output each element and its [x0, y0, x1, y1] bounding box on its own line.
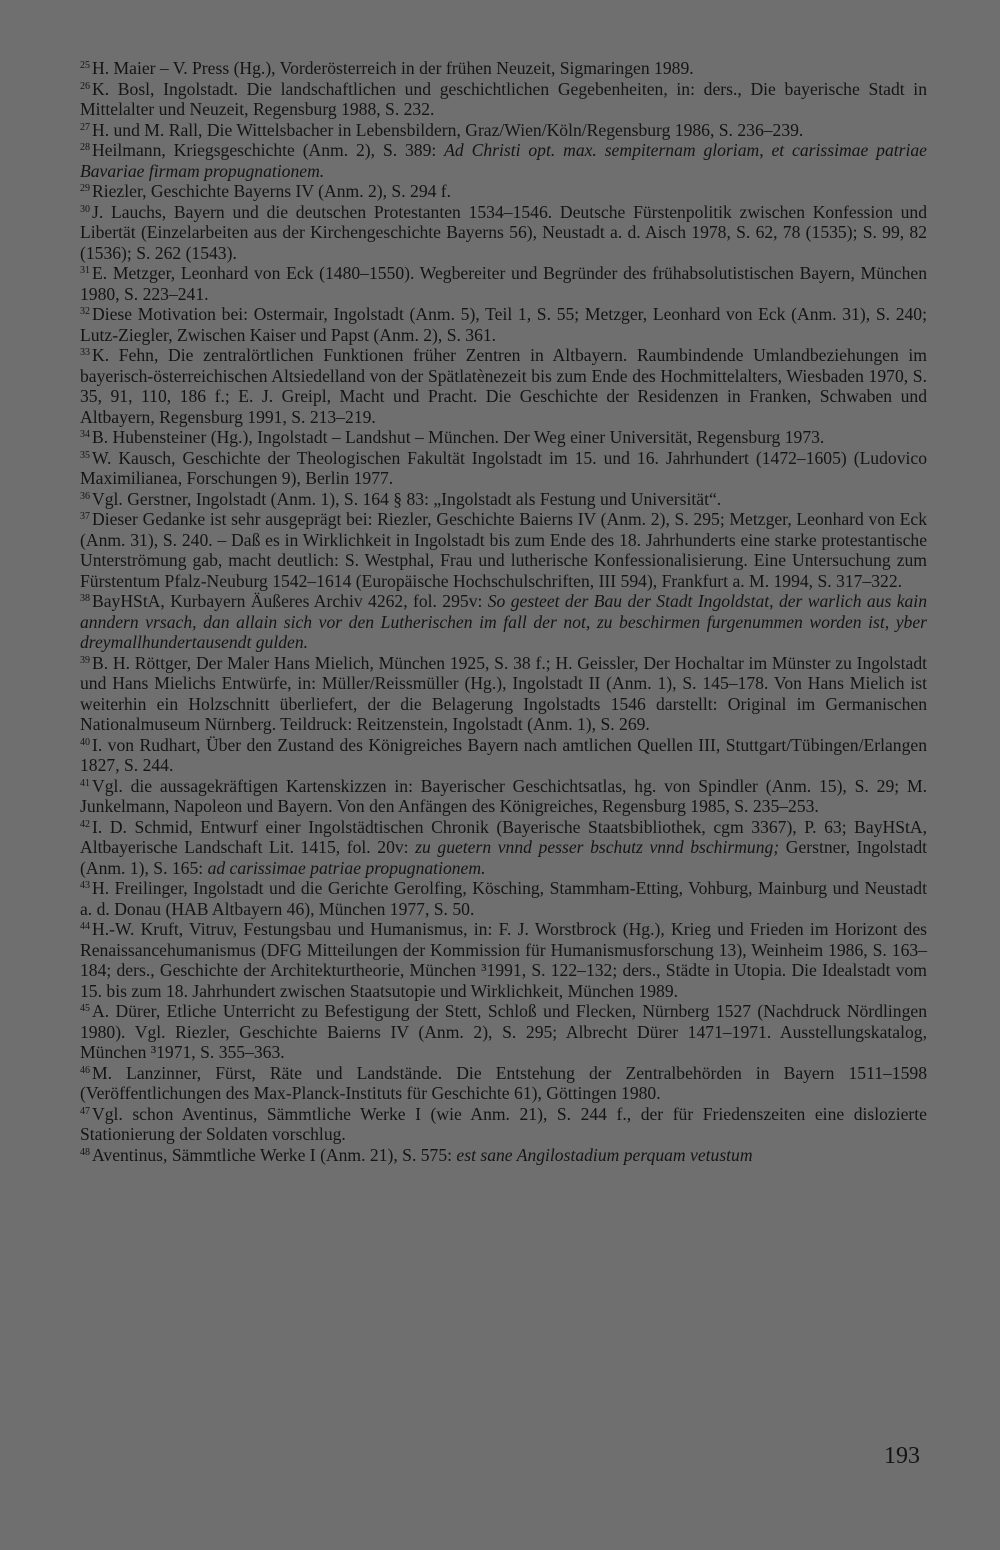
footnote-42 — [80, 817, 927, 879]
footnote-number: 44 — [80, 921, 90, 932]
footnote-number: 30 — [80, 203, 90, 215]
footnote-quote: Ad Christi opt. max. sempiternam gloriam, et carissimae patriae Bavariae firmam propugnationem. — [80, 140, 927, 181]
footnote-text: K. Fehn, Die zentralörtlichen Funktionen früher Zentren in Altbayern. Raumbindende Umlandbeziehungen im bayerisch-österreichischen Altsiedelland von der Spätlatènezeit bis zum Ende des Hochmittelalters, Wiesbaden 1970, S. 35, 91, 110, 186 f.; E. J. Greipl, Macht und Pracht. Die Geschichte der Residenzen in Franken, Schwaben und Altbayern, Regensburg 1991, S. 213–219. — [80, 345, 927, 427]
footnote-number: 27 — [80, 121, 90, 133]
footnote-29 — [80, 181, 927, 202]
footnote-quote: ad carissimae patriae propugnationem. — [207, 857, 486, 878]
footnote-number: 43 — [80, 880, 90, 891]
footnote-number: 33 — [80, 347, 90, 358]
footnote-number: 26 — [80, 80, 90, 92]
footnote-text: Gerstner, Ingolstadt (Anm. 1), S. 165: — [80, 837, 928, 878]
footnote-39 — [80, 653, 927, 735]
footnote-40 — [80, 735, 927, 776]
footnotes-block — [80, 58, 927, 1165]
footnote-text: BayHStA, Kurbayern Äußeres Archiv 4262, fol. 295v: — [92, 591, 488, 611]
footnote-text: Diese Motivation bei: Ostermair, Ingolstadt (Anm. 5), Teil 1, S. 55; Metzger, Leonhard von Eck (Anm. 31), S. 240; Lutz-Ziegler, Zwischen Kaiser und Papst (Anm. 2), S. 361. — [80, 304, 927, 345]
footnote-quote: zu guetern vnnd pesser bschutz vnnd bschirmung; — [415, 837, 780, 857]
footnote-number: 37 — [80, 511, 90, 522]
footnote-text: H. und M. Rall, Die Wittelsbacher in Lebensbildern, Graz/Wien/Köln/Regensburg 1986, S. 236–239. — [92, 119, 804, 140]
footnote-30 — [80, 202, 927, 264]
footnote-26 — [80, 79, 927, 120]
footnote-44 — [80, 919, 927, 1001]
footnote-text: Riezler, Geschichte Bayerns IV (Anm. 2), S. 294 f. — [92, 181, 452, 201]
footnote-text: J. Lauchs, Bayern und die deutschen Protestanten 1534–1546. Deutsche Fürstenpolitik zwischen Konfession und Libertät (Einzelarbeiten aus der Kirchengeschichte Bayerns 56), Neustadt a. d. Aisch 1978, S. 62, 78 (1535); S. 99, 82 (1536); S. 262 (1543). — [80, 201, 927, 263]
footnote-number: 48 — [80, 1146, 90, 1158]
footnote-text: Aventinus, Sämmtliche Werke I (Anm. 21), S. 575: — [92, 1144, 457, 1165]
footnote-text: K. Bosl, Ingolstadt. Die landschaftlichen und geschichtlichen Gegebenheiten, in: ders., Die bayerische Stadt in Mittelalter und Neuzeit, Regensburg 1988, S. 232. — [80, 78, 927, 119]
footnote-25 — [80, 58, 927, 79]
footnote-text: W. Kausch, Geschichte der Theologischen Fakultät Ingolstadt im 15. und 16. Jahrhundert (1472–1605) (Ludovico Maximilianea, Forschungen 9), Berlin 1977. — [80, 447, 927, 488]
footnote-text: H.-W. Kruft, Vitruv, Festungsbau und Humanismus, in: F. J. Worstbrock (Hg.), Krieg und Frieden im Horizont des Renaissancehumanismus (DFG Mitteilungen der Kommission für Humanismusforschung 13), Weinheim 1986, S. 163–184; ders., Geschichte der Architekturtheorie, München ³1991, S. 122–132; ders., Städte in Utopia. Die Idealstadt vom 15. bis zum 18. Jahrhundert zwischen Staatsutopie und Wirklichkeit, München 1989. — [80, 919, 927, 1001]
footnote-number: 45 — [80, 1003, 90, 1014]
footnote-28 — [80, 140, 927, 181]
footnote-text: B. Hubensteiner (Hg.), Ingolstadt – Landshut – München. Der Weg einer Universität, Regensburg 1973. — [92, 427, 825, 447]
footnote-quote: est sane Angilostadium perquam vetustum — [456, 1144, 753, 1165]
footnote-number: 28 — [80, 142, 90, 153]
footnote-27 — [80, 120, 927, 141]
footnote-45 — [80, 1001, 927, 1063]
footnote-32 — [80, 304, 927, 345]
footnote-text: E. Metzger, Leonhard von Eck (1480–1550). Wegbereiter und Begründer des frühabsolutistischen Bayern, München 1980, S. 223–241. — [80, 263, 927, 304]
footnote-35 — [80, 448, 927, 489]
footnote-text: B. H. Röttger, Der Maler Hans Mielich, München 1925, S. 38 f.; H. Geissler, Der Hochaltar im Münster zu Ingolstadt und Hans Mielichs Entwürfe, in: Müller/Reissmüller (Hg.), Ingolstadt II (Anm. 1), S. 145–178. Von Hans Mielich ist weiterhin ein Holzschnitt überliefert, der die Belagerung Ingolstadts 1546 darstellt: Original im Germanischen Nationalmuseum Nürnberg. Teildruck: Reitzenstein, Ingolstadt (Anm. 1), S. 269. — [80, 652, 927, 734]
footnote-number: 29 — [80, 183, 90, 194]
footnote-number: 35 — [80, 449, 90, 461]
footnote-36 — [80, 489, 927, 510]
page-number: 193 — [884, 1443, 920, 1469]
footnote-41 — [80, 776, 927, 817]
footnote-48 — [80, 1145, 927, 1166]
footnote-text: I. D. Schmid, Entwurf einer Ingolstädtischen Chronik (Bayerische Staatsbibliothek, cgm 3367), P. 63; BayHStA, Altbayerische Landschaft Lit. 1415, fol. 20v: — [80, 816, 927, 857]
footnote-38 — [80, 591, 927, 653]
footnote-46 — [80, 1063, 927, 1104]
footnote-34 — [80, 427, 927, 448]
footnote-37 — [80, 509, 927, 591]
footnote-number: 38 — [80, 593, 90, 604]
footnote-number: 36 — [80, 490, 90, 502]
footnote-quote: So gesteet der Bau der Stadt Ingoldstat, der warlich aus kain anndern vrsach, dan allain sich vor den Lutherischen im fall der not, zu beschirmen furgenummen worden ist, yber dreymallhundertausendt gulden. — [80, 591, 927, 652]
footnote-text: I. von Rudhart, Über den Zustand des Königreiches Bayern nach amtlichen Quellen III, Stuttgart/Tübingen/Erlangen 1827, S. 244. — [80, 734, 927, 775]
footnote-text: Heilmann, Kriegsgeschichte (Anm. 2), S. 389: — [92, 140, 445, 160]
footnote-text: H. Maier – V. Press (Hg.), Vorderösterreich in der frühen Neuzeit, Sigmaringen 1989. — [92, 58, 694, 78]
footnote-text: A. Dürer, Etliche Unterricht zu Befestigung der Stett, Schloß und Flecken, Nürnberg 1527 (Nachdruck Nördlingen 1980). Vgl. Riezler, Geschichte Baierns IV (Anm. 2), S. 295; Albrecht Dürer 1471–1971. Ausstellungskatalog, München ³1971, S. 355–363. — [80, 1001, 927, 1062]
footnote-number: 47 — [80, 1105, 90, 1117]
footnote-31 — [80, 263, 927, 304]
footnote-number: 40 — [80, 736, 90, 748]
footnote-number: 31 — [80, 265, 90, 276]
footnote-text: Vgl. schon Aventinus, Sämmtliche Werke I (wie Anm. 21), S. 244 f., der für Friedenszeiten eine dislozierte Stationierung der Soldaten vorschlug. — [80, 1103, 927, 1144]
footnote-number: 32 — [80, 306, 90, 317]
footnote-number: 39 — [80, 654, 90, 666]
footnote-text: M. Lanzinner, Fürst, Räte und Landstände. Die Entstehung der Zentralbehörden in Bayern 1511–1598 (Veröffentlichungen des Max-Planck-Instituts für Geschichte 61), Göttingen 1980. — [80, 1062, 927, 1103]
footnote-text: H. Freilinger, Ingolstadt und die Gerichte Gerolfing, Kösching, Stammham-Etting, Vohburg, Mainburg und Neustadt a. d. Donau (HAB Altbayern 46), München 1977, S. 50. — [80, 878, 927, 919]
footnote-number: 41 — [80, 777, 90, 789]
footnote-number: 46 — [80, 1064, 90, 1076]
footnote-number: 42 — [80, 818, 90, 830]
footnote-number: 34 — [80, 429, 90, 440]
footnote-text: Vgl. Gerstner, Ingolstadt (Anm. 1), S. 164 § 83: „Ingolstadt als Festung und Universität“. — [92, 488, 722, 509]
footnote-text: Vgl. die aussagekräftigen Kartenskizzen in: Bayerischer Geschichtsatlas, hg. von Spindler (Anm. 15), S. 29; M. Junkelmann, Napoleon und Bayern. Von den Anfängen des Königreiches, Regensburg 1985, S. 235–253. — [80, 775, 927, 816]
footnote-text: Dieser Gedanke ist sehr ausgeprägt bei: Riezler, Geschichte Baierns IV (Anm. 2), S. 295; Metzger, Leonhard von Eck (Anm. 31), S. 240. – Daß es in Wirklichkeit in Ingolstadt bis zum Ende des 18. Jahrhunderts eine starke protestantische Unterströmung gab, macht deutlich: S. Westphal, Frau und lutherische Konfessionalisierung. Eine Untersuchung zum Fürstentum Pfalz-Neuburg 1542–1614 (Europäische Hochschulschriften, III 594), Frankfurt a. M. 1994, S. 317–322. — [80, 509, 927, 591]
footnote-47 — [80, 1104, 927, 1145]
footnote-number: 25 — [80, 60, 90, 71]
footnote-33 — [80, 345, 927, 427]
footnote-43 — [80, 878, 927, 919]
